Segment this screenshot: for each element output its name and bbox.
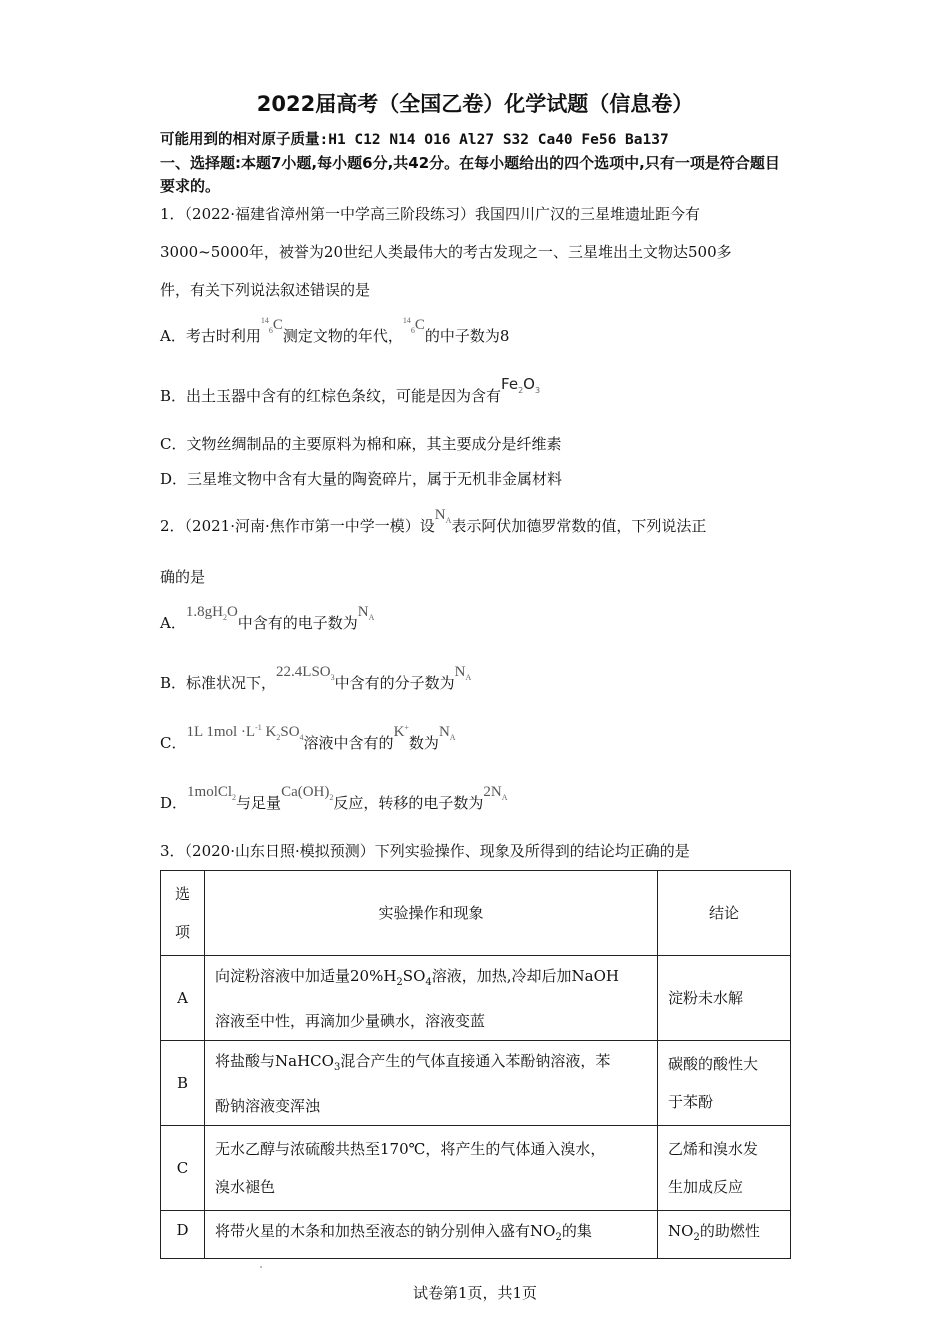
row-conclusion: 乙烯和溴水发 生加成反应 bbox=[658, 1126, 791, 1211]
q1-line2: 3000~5000年，被誉为20世纪人类最伟大的考古发现之一、三星堆出土文物达500多 bbox=[160, 243, 732, 261]
carbon14-formula-2: $^{14}_6$C bbox=[402, 316, 425, 335]
q1-b-pre: B．出土玉器中含有的红棕色条纹，可能是因为含有 bbox=[160, 387, 502, 405]
row-conclusion: $NO_2$的助燃性 bbox=[658, 1211, 791, 1259]
table-row bbox=[161, 1126, 791, 1211]
caoh2-formula: $Ca(OH)_2$ bbox=[281, 784, 334, 802]
q2-option-c bbox=[160, 723, 456, 754]
q1-option-c: C．文物丝绸制品的主要原料为棉和麻，其主要成分是纤维素 bbox=[160, 435, 562, 453]
header-option: 选 项 bbox=[161, 871, 205, 956]
q2-c-label: C． bbox=[160, 734, 187, 752]
atomic-masses: 可能用到的相对原子质量:H1 C12 N14 O16 Al27 S32 Ca40 Fe56 Ba137 bbox=[160, 132, 669, 148]
row-conclusion: 碳酸的酸性大 于苯酚 bbox=[658, 1041, 791, 1126]
row-operation: 向淀粉溶液中加适量$20\%H_2SO_4$溶液，加热,冷却后加NaOH 溶液至中性，再滴加少量碘水，溶液变蓝 bbox=[205, 956, 658, 1041]
table-row bbox=[161, 1211, 791, 1259]
carbon14-formula: $^{14}_6$C bbox=[260, 316, 283, 335]
row-option: C bbox=[161, 1126, 205, 1211]
q2-d-label: D． bbox=[160, 794, 188, 812]
row-option: A bbox=[161, 956, 205, 1041]
page-footer: 试卷第1页，共1页 bbox=[412, 1284, 538, 1302]
q2-option-b bbox=[160, 664, 472, 694]
q1-option-a bbox=[160, 316, 510, 347]
na-symbol-a: $N_A$ bbox=[357, 604, 375, 622]
row-operation: 将带火星的木条和加热至液态的钠分别伸入盛有$NO_2$的集 bbox=[205, 1211, 658, 1259]
q2-a-label: A． bbox=[160, 614, 186, 632]
row-option: B bbox=[161, 1041, 205, 1126]
q3-stem: 3．（2020·山东日照·模拟预测）下列实验操作、现象及所得到的结论均正确的是 bbox=[160, 842, 690, 860]
fe2o3-formula: $Fe_2O_3$ bbox=[501, 375, 541, 395]
q2-b-label: B．标准状况下， bbox=[160, 674, 277, 692]
q1-a-mid: 测定文物的年代， bbox=[282, 327, 403, 345]
q1-line1: 1．（2022·福建省漳州第一中学高三阶段练习）我国四川广汉的三星堆遗址距今有 bbox=[160, 205, 700, 223]
header-operation: 实验操作和现象 bbox=[205, 871, 658, 956]
scan-mark bbox=[260, 1266, 262, 1268]
q2-c-post: 数为 bbox=[408, 734, 439, 752]
q2-line1 bbox=[160, 507, 707, 537]
na-symbol-c: $N_A$ bbox=[438, 724, 456, 742]
q2-d-post: 反应，转移的电子数为 bbox=[333, 794, 484, 812]
q2-option-d bbox=[160, 784, 508, 814]
cl2-formula: 1molCl$_2$ bbox=[187, 784, 237, 802]
q2-a-post: 中含有的电子数为 bbox=[237, 614, 358, 632]
na-symbol-b: $N_A$ bbox=[454, 664, 472, 682]
section-heading: 一、选择题:本题7小题,每小题6分,共42分。在每小题给出的四个选项中,只有一项是符合题目要求的。 bbox=[160, 154, 780, 195]
q1-option-b bbox=[160, 375, 541, 407]
table-row bbox=[161, 956, 791, 1041]
q3-table bbox=[160, 870, 791, 1259]
so3-formula: $22.4LSO_3$ bbox=[276, 664, 335, 682]
q1-a-post: 的中子数为8 bbox=[424, 327, 510, 345]
na-symbol: $N_A$ bbox=[434, 507, 452, 525]
q1-option-d: D．三星堆文物中含有大量的陶瓷碎片，属于无机非金属材料 bbox=[160, 470, 563, 488]
header-conclusion: 结论 bbox=[658, 871, 791, 956]
k-ion: K+ bbox=[393, 723, 409, 740]
q2-l1-pre: 2．（2021·河南·焦作市第一中学一模）设 bbox=[160, 517, 435, 535]
q2-option-a bbox=[160, 604, 375, 634]
row-option: D bbox=[161, 1211, 205, 1259]
q2-line2: 确的是 bbox=[160, 568, 206, 586]
two-na-symbol: $2N_A$ bbox=[483, 784, 508, 802]
q2-c-mid: 溶液中含有的 bbox=[303, 734, 394, 752]
k2so4-formula: 1L $1mol \cdot L^{-1}$ $K_2SO_4$ bbox=[186, 723, 304, 742]
q1-line3: 件，有关下列说法叙述错误的是 bbox=[160, 281, 371, 299]
row-operation: 将盐酸与NaHCO$_3$混合产生的气体直接通入苯酚钠溶液，苯 酚钠溶液变浑浊 bbox=[205, 1041, 658, 1126]
table-row bbox=[161, 1041, 791, 1126]
table-header-row bbox=[161, 871, 791, 956]
page-title: 2022届高考（全国乙卷）化学试题（信息卷） bbox=[256, 92, 694, 116]
q1-a-pre: A．考古时利用 bbox=[160, 327, 261, 345]
row-operation: 无水乙醇与浓硫酸共热至170℃，将产生的气体通入溴水， 溴水褪色 bbox=[205, 1126, 658, 1211]
q2-b-post: 中含有的分子数为 bbox=[334, 674, 455, 692]
q2-l1-post: 表示阿伏加德罗常数的值，下列说法正 bbox=[451, 517, 707, 535]
water-mass-formula: $1.8gH_2O$ bbox=[185, 604, 238, 622]
q2-d-mid: 与足量 bbox=[236, 794, 282, 812]
row-conclusion: 淀粉未水解 bbox=[658, 956, 791, 1041]
